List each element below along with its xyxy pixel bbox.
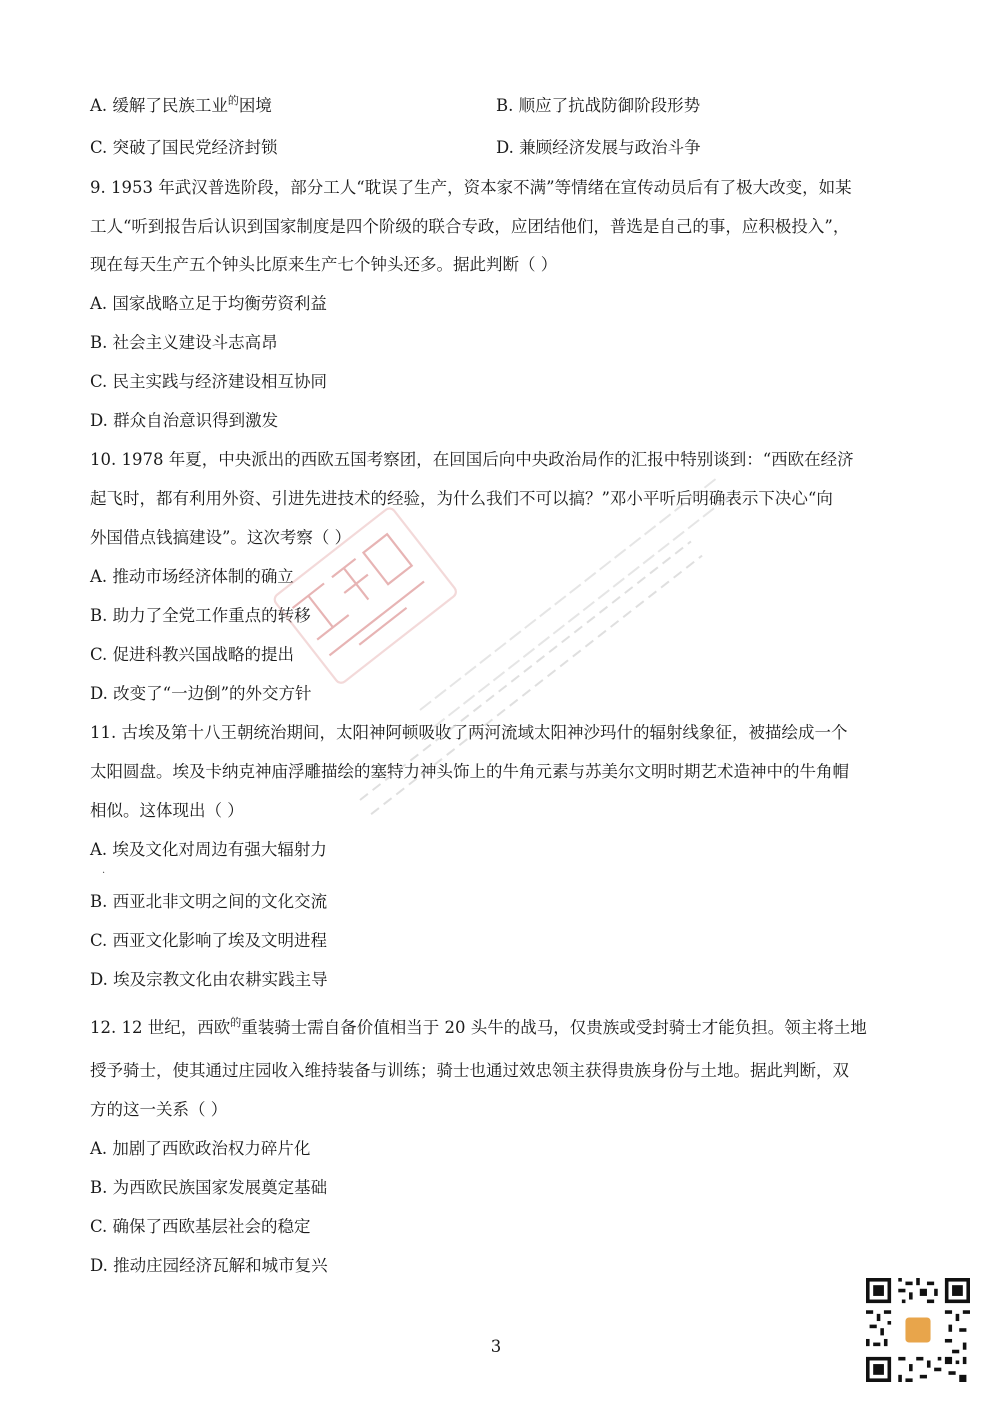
q10-option-d: D. 改变了“一边倒”的外交方针	[90, 684, 312, 703]
q8-option-a-tail: 困境	[238, 96, 272, 115]
qr-code	[866, 1278, 970, 1382]
q10-option-a: A. 推动市场经济体制的确立	[90, 567, 294, 586]
q11-stem-line-1: 11. 古埃及第十八王朝统治期间，太阳神阿顿吸收了两河流域太阳神沙玛什的辐射线象征，被描绘成一个	[90, 723, 848, 742]
q8-option-a	[90, 94, 272, 120]
q11-option-a: A. 埃及文化对周边有强大辐射力	[90, 840, 327, 859]
q9-option-c: C. 民主实践与经济建设相互协同	[90, 372, 328, 391]
q11-stem-line-3: 相似。这体现出（ ）	[90, 801, 244, 820]
q10-stem-line-1: 10. 1978 年夏，中央派出的西欧五国考察团，在回国后向中央政治局作的汇报中特别谈到：“西欧在经济	[90, 450, 854, 469]
q10-option-c: C. 促进科教兴国战略的提出	[90, 645, 295, 664]
q9-option-b: B. 社会主义建设斗志高昂	[90, 333, 278, 352]
q12-option-c: C. 确保了西欧基层社会的稳定	[90, 1217, 311, 1236]
q9-stem-line-2: 工人“听到报告后认识到国家制度是四个阶级的联合专政，应团结他们，普选是自己的事，应积极投入”，	[90, 217, 850, 236]
q9-option-a: A. 国家战略立足于均衡劳资利益	[90, 294, 327, 313]
q12-option-b: B. 为西欧民族国家发展奠定基础	[90, 1178, 328, 1197]
q9-stem-line-1: 9. 1953 年武汉普选阶段，部分工人“耽误了生产，资本家不满”等情绪在宣传动员后有了极大改变，如某	[90, 178, 852, 197]
q12-stem-line-1-tail: 重装骑士需自备价值相当于 20 头牛的战马，仅贵族或受封骑士才能负担。领主将土地	[241, 1018, 867, 1037]
q12-stem-superscript: 的	[230, 1016, 242, 1029]
q8-option-b: B. 顺应了抗战防御阶段形势	[496, 96, 701, 115]
q11-option-d: D. 埃及宗教文化由农耕实践主导	[90, 970, 328, 989]
q8-option-d: D. 兼顾经济发展与政治斗争	[496, 138, 701, 157]
q12-stem-line-3: 方的这一关系（ ）	[90, 1100, 228, 1119]
q12-stem-line-1	[90, 1016, 867, 1042]
q12-option-a: A. 加剧了西欧政治权力碎片化	[90, 1139, 311, 1158]
q10-stem-line-2: 起飞时，都有利用外资、引进先进技术的经验，为什么我们不可以搞？”邓小平听后明确表示下决心“向	[90, 489, 833, 508]
q12-stem-line-1-text: 12. 12 世纪，西欧	[90, 1018, 231, 1037]
q10-option-b: B. 助力了全党工作重点的转移	[90, 606, 311, 625]
q11-option-c: C. 西亚文化影响了埃及文明进程	[90, 931, 328, 950]
q8-option-a-superscript: 的	[227, 94, 239, 107]
watermark-wechat-line	[420, 476, 733, 727]
q8-option-c: C. 突破了国民党经济封锁	[90, 138, 278, 157]
q9-option-d: D. 群众自治意识得到激发	[90, 411, 279, 430]
q10-stem-line-3: 外国借点钱搞建设”。这次考察（ ）	[90, 528, 352, 547]
q11-stem-line-2: 太阳圆盘。埃及卡纳克神庙浮雕描绘的塞特力神头饰上的牛角元素与苏美尔文明时期艺术造神中的牛角帽	[90, 762, 849, 781]
stray-dot: ·	[102, 868, 106, 879]
q8-option-a-text: A. 缓解了民族工业	[90, 96, 228, 115]
q9-stem-line-3: 现在每天生产五个钟头比原来生产七个钟头还多。据此判断（ ）	[90, 255, 558, 274]
q11-option-b: B. 西亚北非文明之间的文化交流	[90, 892, 328, 911]
page-number: 3	[490, 1337, 502, 1356]
q12-option-d: D. 推动庄园经济瓦解和城市复兴	[90, 1256, 328, 1275]
q12-stem-line-2: 授予骑士，使其通过庄园收入维持装备与训练；骑士也通过效忠领主获得贵族身份与土地。据此判断，双	[90, 1061, 849, 1080]
